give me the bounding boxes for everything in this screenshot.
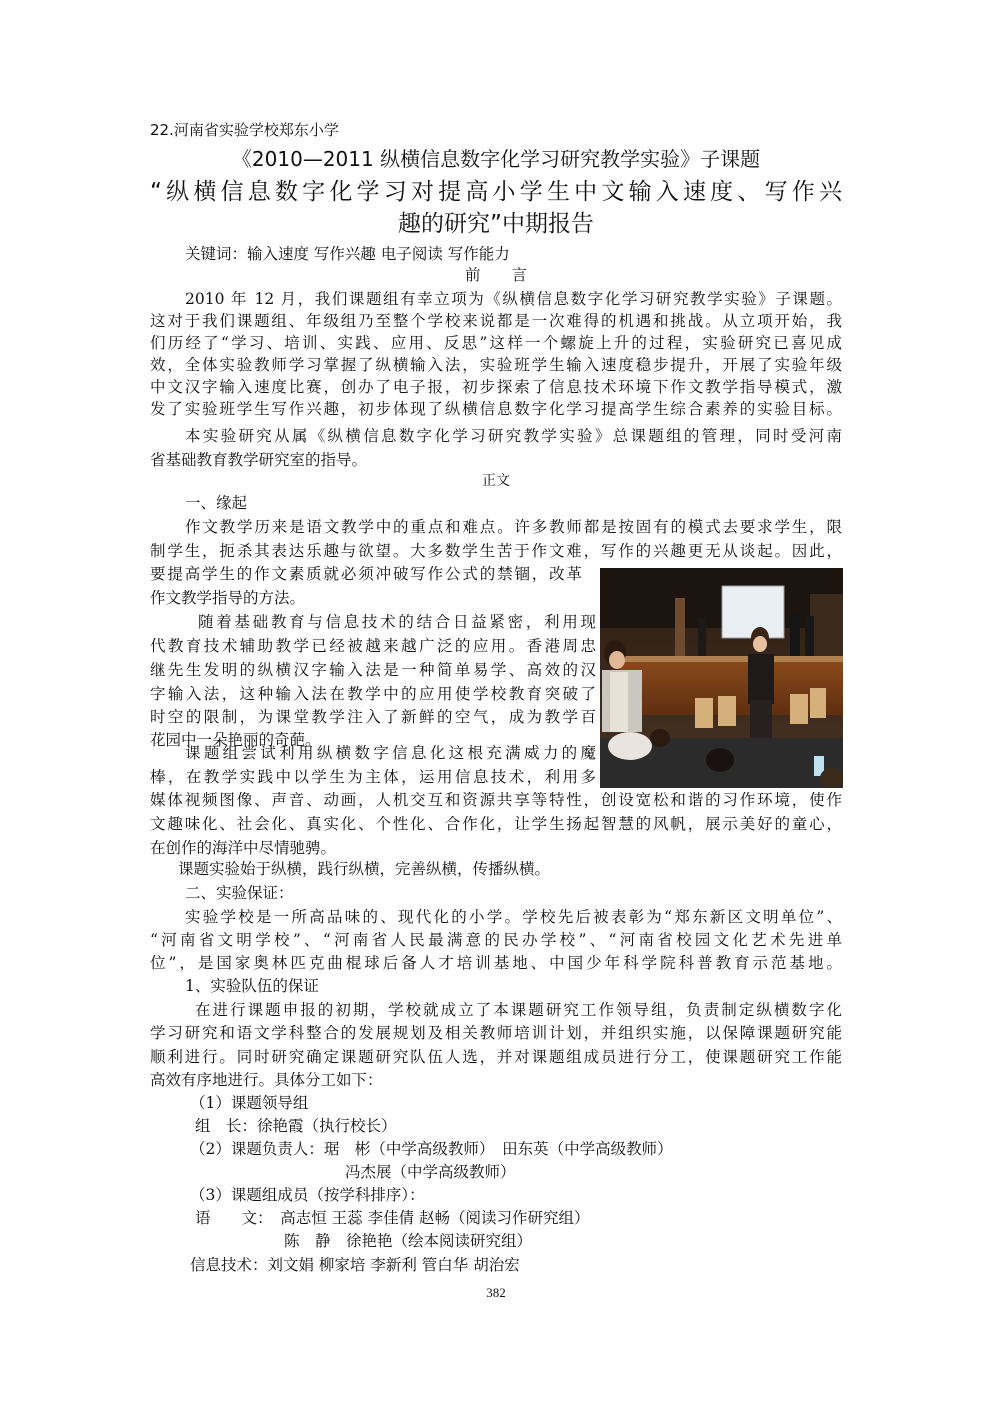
section2-line: “河南省文明学校”、“河南省人民最满意的民办学校”、“河南省校园文化艺术先进单: [150, 931, 842, 949]
section1-line: 媒体视频图像、声音、动画，人机交互和资源共享等特性，创设宽松和谐的习作环境，使作: [150, 791, 842, 809]
title-line-1: 《2010—2011 纵横信息数字化学习研究教学实验》子课题: [231, 147, 761, 171]
preface-line: 中文汉字输入速度比赛，创办了电子报，初步探索了信息技术环境下作文教学指导模式，激: [150, 378, 842, 396]
subsection-heading: 1、实验队伍的保证: [185, 977, 319, 995]
section1-line: 棒，在教学实践中以学生为主体，运用信息技术，利用多: [150, 768, 596, 786]
roster-line: 语 文： 高志恒 王蕊 李佳倩 赵畅（阅读习作研究组）: [195, 1209, 590, 1227]
section1-line: 作文教学历来是语文教学中的重点和难点。许多教师都是按固有的模式去要求学生，限: [185, 518, 842, 536]
roster-line: （3）课题组成员（按学科排序）：: [190, 1186, 425, 1204]
section1-line: 要提高学生的作文素质就必须冲破写作公式的禁锢，改革: [150, 565, 582, 583]
section2-1-line: 高效有序地进行。具体分工如下：: [150, 1071, 383, 1089]
section2-line: 位”，是国家奥林匹克曲棍球后备人才培训基地、中国少年科学院科普教育示范基地。: [150, 954, 842, 972]
classroom-photo: [600, 568, 843, 788]
section1-line: 字输入法，这种输入法在教学中的应用使学校教育突破了: [150, 685, 596, 703]
section1-line: 随着基础教育与信息技术的结合日益紧密，利用现: [198, 613, 596, 631]
section1-line: 文趣味化、社会化、真实化、个性化、合作化，让学生扬起智慧的风帆，展示美好的童心，: [150, 815, 842, 833]
roster-line: （1）课题领导组: [190, 1094, 309, 1112]
section2-1-line: 学习研究和语文学科整合的发展规划及相关教师培训计划，并组织实施，以保障课题研究能: [150, 1024, 842, 1042]
roster-line: 陈 静 徐艳艳（绘本阅读研究组）: [284, 1232, 533, 1250]
section1-line: 课题实验始于纵横，践行纵横，完善纵横，传播纵横。: [178, 860, 551, 878]
section1-line: 在创作的海洋中尽情驰骋。: [150, 839, 337, 857]
section2-1-line: 顺利进行。同时研究确定课题研究队伍人选，并对课题组成员进行分工，使课题研究工作能: [150, 1048, 842, 1066]
roster-line: 冯杰展（中学高级教师）: [345, 1163, 516, 1181]
section1-line: 课题组尝试利用纵横数字信息化这根充满威力的魔: [185, 744, 596, 762]
preface-line: 这对于我们课题组、年级组乃至整个学校来说都是一次难得的机遇和挑战。从立项开始，我: [150, 312, 842, 330]
section-heading: 二、实验保证：: [185, 884, 294, 902]
roster-line: （2）课题负责人：琚 彬（中学高级教师） 田东英（中学高级教师）: [190, 1140, 673, 1158]
section1-line: 作文教学指导的方法。: [150, 589, 306, 607]
title-line-3: 趣的研究”中期报告: [398, 211, 594, 237]
title-line-2: “纵横信息数字化学习对提高小学生中文输入速度、写作兴: [150, 179, 842, 205]
section1-line: 花园中一朵艳丽的奇葩。: [150, 731, 321, 749]
roster-line: 组 长：徐艳霞（执行校长）: [195, 1117, 397, 1135]
page-number: 382: [486, 1285, 506, 1300]
section2-line: 实验学校是一所高品味的、现代化的小学。学校先后被表彰为“郑东新区文明单位”、: [185, 908, 842, 926]
school-line: 22.河南省实验学校郑东小学: [150, 121, 339, 139]
section-heading: 一、缘起: [185, 494, 248, 512]
section1-line: 制学生，扼杀其表达乐趣与欲望。大多数学生苦于作文难，写作的兴趣更无从谈起。因此，: [150, 542, 842, 560]
preface-line: 省基础教育教学研究室的指导。: [150, 451, 368, 469]
photo-image: [600, 568, 843, 788]
section1-line: 继先生发明的纵横汉字输入法是一种简单易学、高效的汉: [150, 661, 596, 679]
body-heading: 正文: [482, 473, 510, 489]
preface-line: 本实验研究从属《纵横信息数字化学习研究教学实验》总课题组的管理，同时受河南: [185, 427, 842, 445]
preface-line: 效，全体实验教师学习掌握了纵横输入法，实验班学生输入速度稳步提升，开展了实验年级: [150, 356, 842, 374]
section1-line: 代教育技术辅助教学已经被越来越广泛的应用。香港周忠: [150, 637, 596, 655]
section2-1-line: 在进行课题申报的初期，学校就成立了本课题研究工作领导组，负责制定纵横数字化: [195, 1001, 842, 1019]
section1-line: 时空的限制，为课堂教学注入了新鲜的空气，成为教学百: [150, 708, 596, 726]
preface-line: 们历经了“学习、培训、实践、应用、反思”这样一个螺旋上升的过程，实验研究已喜见成: [150, 334, 842, 352]
preface-heading: 前 言: [464, 266, 527, 284]
roster-line: 信息技术：刘文娟 柳家培 李新利 管白华 胡治宏: [190, 1256, 520, 1274]
preface-line: 发了实验班学生写作兴趣，初步体现了纵横信息数字化学习提高学生综合素养的实验目标。: [150, 400, 842, 418]
keywords: 关键词：输入速度 写作兴趣 电子阅读 写作能力: [185, 245, 510, 263]
preface-line: 2010 年 12 月，我们课题组有幸立项为《纵横信息数字化学习研究教学实验》子课题。: [185, 290, 842, 308]
